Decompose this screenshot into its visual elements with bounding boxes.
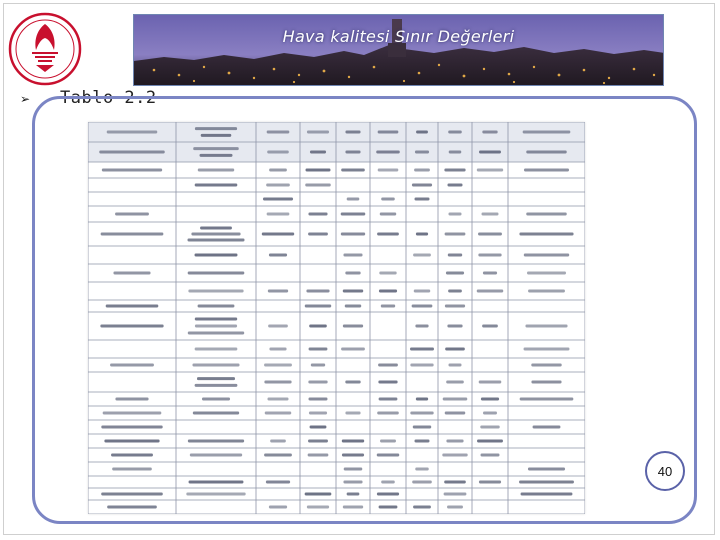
city-night-image (134, 15, 664, 86)
header-banner (133, 14, 664, 86)
table-scan-graphic (88, 122, 585, 514)
slide-title: Hava kalitesi Sınır Değerleri (282, 27, 515, 46)
ministry-logo (8, 12, 82, 86)
page-number-badge (645, 451, 685, 491)
arrow-bullet-icon: ➢ (20, 92, 31, 106)
page-number: 40 (657, 464, 673, 479)
section-heading: Tablo 2.2 (60, 88, 157, 108)
limit-values-table-image (88, 122, 585, 514)
